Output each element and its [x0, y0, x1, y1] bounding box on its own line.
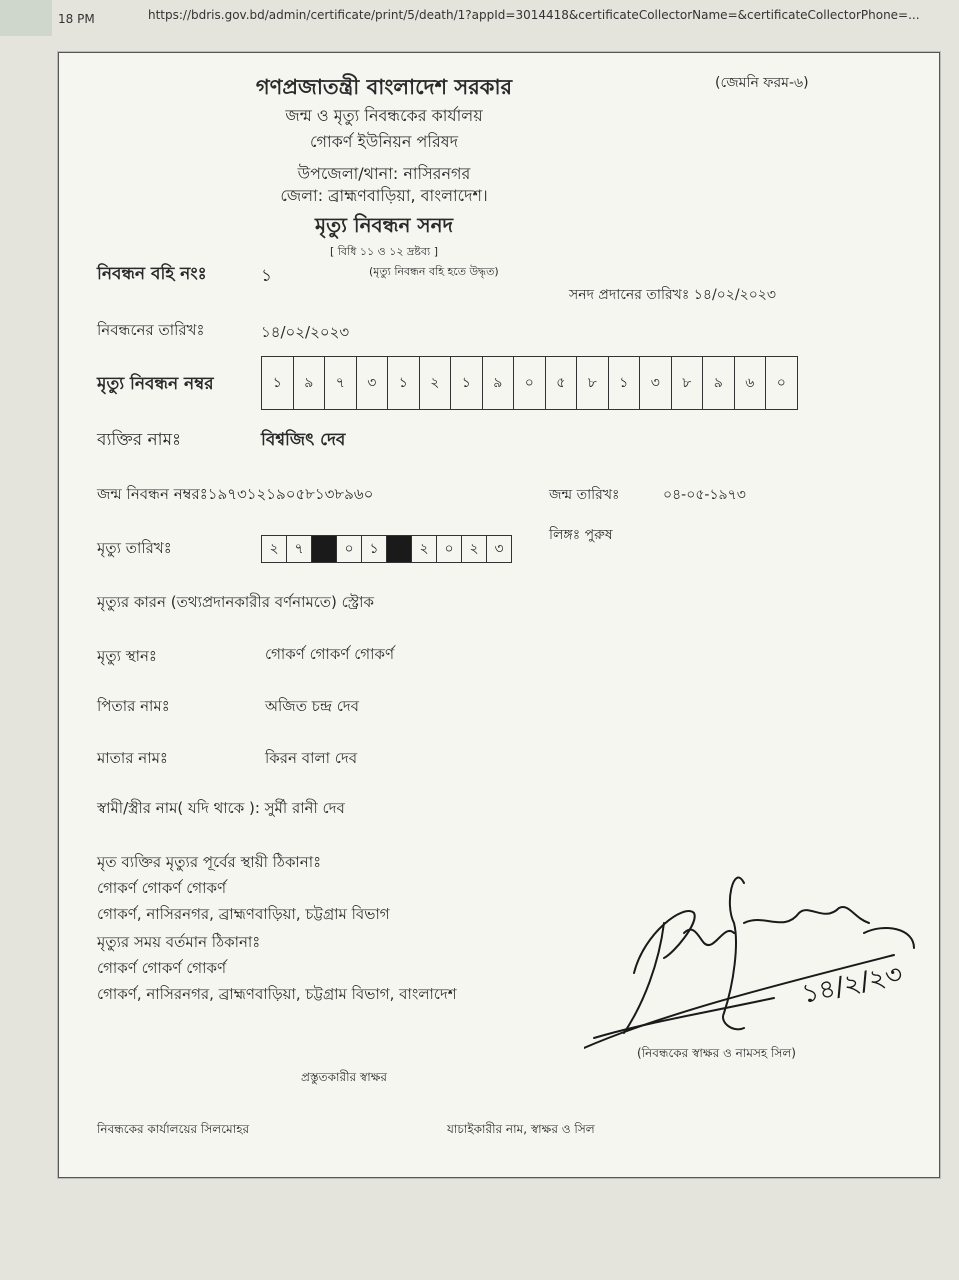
reg-no-digit: ৩: [640, 357, 672, 409]
preparer-sign-label: প্রস্তুতকারীর স্বাক্ষর: [301, 1070, 388, 1084]
verifier-label: যাচাইকারীর নাম, স্বাক্ষর ও সিল: [447, 1122, 595, 1136]
government-title: গণপ্রজাতন্ত্রী বাংলাদেশ সরকার: [255, 75, 513, 99]
permanent-address-label: মৃত ব্যক্তির মৃত্যুর পূর্বের স্থায়ী ঠিকানাঃ: [97, 853, 322, 871]
death-reg-no-boxes: [261, 356, 798, 410]
print-url: https://bdris.gov.bd/admin/certificate/print/5/death/1?appId=3014418&certificateCollectorName=&certificateCollectorPhone=...: [148, 8, 920, 22]
registrar-sign-label: (নিবন্ধকের স্বাক্ষর ও নামসহ সিল): [637, 1046, 796, 1060]
reg-no-digit: ৯: [294, 357, 326, 409]
father-name-value: অজিত চন্দ্র দেব: [265, 697, 360, 715]
print-time: 18 PM: [58, 12, 95, 26]
upazila: উপজেলা/থানা: নাসিরনগর: [297, 164, 471, 183]
present-address-label: মৃত্যুর সময় বর্তমান ঠিকানাঃ: [97, 933, 261, 951]
date-digit: ৭: [287, 536, 312, 562]
reg-no-digit: ৩: [357, 357, 389, 409]
gender: লিঙ্গঃ পুরুষ: [549, 527, 613, 543]
birth-reg-no: জন্ম নিবন্ধন নম্বরঃ১৯৭৩১২১৯০৫৮১৩৮৯৬০: [97, 485, 374, 503]
window-corner: [0, 0, 52, 36]
reg-no-digit: ৮: [672, 357, 704, 409]
issue-date: সনদ প্রদানের তারিখঃ ১৪/০২/২০২৩: [569, 287, 777, 303]
mother-name-label: মাতার নামঃ: [97, 749, 168, 767]
death-place-value: গোকর্ণ গোকর্ণ গোকর্ণ: [265, 645, 395, 663]
death-certificate: [58, 52, 940, 1178]
form-number: (জেমনি ফরম-৬): [715, 75, 809, 91]
reg-no-digit: ৫: [546, 357, 578, 409]
name-label: ব্যক্তির নামঃ: [97, 430, 182, 450]
registrar-signature: [584, 863, 924, 1063]
reg-no-digit: ৬: [735, 357, 767, 409]
date-digit: ০: [437, 536, 462, 562]
date-digit: ৩: [494, 541, 504, 557]
extract-note: (মৃত্যু নিবন্ধন বহি হতে উদ্ধৃত): [369, 265, 499, 278]
browser-print-header: [0, 0, 959, 36]
register-book-label: নিবন্ধন বহি নংঃ: [97, 264, 207, 284]
certificate-title: মৃত্যু নিবন্ধন সনদ: [314, 213, 454, 237]
death-date-boxes: [261, 535, 512, 563]
reg-no-digit: ১: [388, 357, 420, 409]
reg-no-digit: ০: [776, 375, 786, 391]
office-name: জন্ম ও মৃত্যু নিবন্ধকের কার্যালয়: [285, 106, 483, 125]
reg-no-digit: ৯: [703, 357, 735, 409]
date-digit: ২: [412, 536, 437, 562]
reg-no-digit: ১: [609, 357, 641, 409]
reg-no-digit: ২: [420, 357, 452, 409]
permanent-address-line2: গোকর্ণ, নাসিরনগর, ব্রাহ্মণবাড়িয়া, চট্টগ্রাম বিভাগ: [97, 905, 390, 923]
mother-name-value: কিরন বালা দেব: [265, 749, 358, 767]
registration-date-value: ১৪/০২/২০২৩: [261, 323, 350, 341]
office-seal-label: নিবন্ধকের কার্যালয়ের সিলমোহর: [97, 1122, 250, 1136]
reg-no-digit: ১: [451, 357, 483, 409]
permanent-address-line1: গোকর্ণ গোকর্ণ গোকর্ণ: [97, 879, 227, 897]
date-digit: ২: [262, 536, 287, 562]
death-date-label: মৃত্যু তারিখঃ: [97, 539, 172, 557]
rule-reference: [ বিধি ১১ ও ১২ দ্রষ্টব্য ]: [329, 245, 439, 258]
reg-no-digit: ৯: [483, 357, 515, 409]
birth-date-value: ০৪-০৫-১৯৭৩: [663, 487, 746, 503]
present-address-line1: গোকর্ণ গোকর্ণ গোকর্ণ: [97, 959, 227, 977]
reg-no-digit: ০: [514, 357, 546, 409]
present-address-line2: গোকর্ণ, নাসিরনগর, ব্রাহ্মণবাড়িয়া, চট্টগ্রাম বিভাগ, বাংলাদেশ: [97, 985, 457, 1003]
reg-no-digit: ৮: [577, 357, 609, 409]
union-name: গোকর্ণ ইউনিয়ন পরিষদ: [309, 132, 458, 151]
reg-no-digit: ৭: [325, 357, 357, 409]
date-digit: ২: [462, 536, 487, 562]
reg-no-digit: ১: [262, 357, 294, 409]
register-book-value: ১: [261, 266, 273, 286]
death-reg-no-label: মৃত্যু নিবন্ধন নম্বর: [97, 374, 214, 394]
date-digit: ০: [337, 536, 362, 562]
registration-date-label: নিবন্ধনের তারিখঃ: [97, 321, 205, 339]
birth-date-label: জন্ম তারিখঃ: [549, 487, 620, 503]
district: জেলা: ব্রাহ্মণবাড়িয়া, বাংলাদেশ।: [280, 186, 488, 205]
name-value: বিশ্বজিৎ দেব: [261, 430, 346, 450]
date-digit: ১: [362, 536, 387, 562]
date-separator: [387, 536, 412, 562]
date-separator: [312, 536, 337, 562]
spouse-name: স্বামী/স্ত্রীর নাম( যদি থাকে ): সুর্মী রানী দেব: [97, 799, 345, 817]
death-cause: মৃত্যুর কারন (তথ্যপ্রদানকারীর বর্ণনামতে) স্ট্রোক: [97, 593, 374, 611]
signature-date: ১৪/২/২৩: [799, 959, 906, 1010]
father-name-label: পিতার নামঃ: [97, 697, 170, 715]
death-place-label: মৃত্যু স্থানঃ: [97, 647, 157, 665]
